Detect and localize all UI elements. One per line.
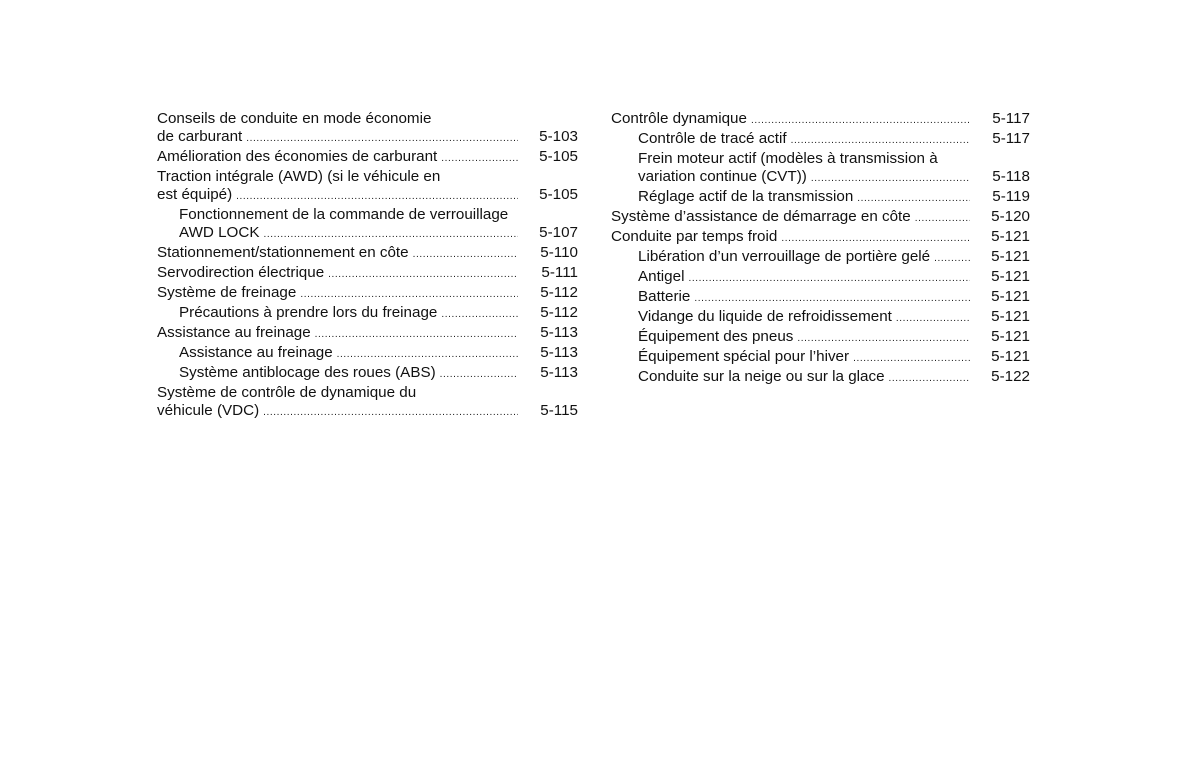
toc-page-number: 5-120 — [991, 208, 1030, 225]
leader-dots — [440, 365, 518, 385]
leader-dots — [688, 269, 970, 289]
leader-dots — [934, 249, 970, 269]
leader-dots — [791, 131, 970, 151]
leader-dots — [246, 129, 518, 149]
toc-entry[interactable] — [157, 323, 578, 343]
toc-entry[interactable] — [157, 263, 578, 283]
leader-dots — [811, 169, 970, 189]
leader-dots — [694, 289, 970, 309]
toc-subentry[interactable] — [638, 347, 1030, 367]
toc-subentry[interactable] — [638, 247, 1030, 267]
toc-entry-title: Équipement des pneus — [638, 328, 794, 345]
toc-subentry[interactable] — [179, 363, 578, 383]
toc-page-number: 5-103 — [539, 128, 578, 145]
toc-subentry[interactable] — [638, 287, 1030, 307]
toc-entry[interactable] — [157, 109, 578, 147]
leader-dots — [889, 369, 970, 389]
toc-page-number: 5-111 — [541, 264, 578, 281]
toc-entry-title: Contrôle dynamique — [611, 110, 747, 127]
toc-subentry[interactable] — [179, 205, 578, 243]
toc-entry-title: Système de freinage — [157, 284, 297, 301]
leader-dots — [441, 149, 518, 169]
toc-entry[interactable] — [611, 109, 1030, 129]
leader-dots — [263, 403, 518, 423]
toc-page-number: 5-105 — [539, 186, 578, 203]
toc-entry-title: Système d’assistance de démarrage en côte — [611, 208, 911, 225]
toc-entry-title: Frein moteur actif (modèles à transmission à — [638, 150, 938, 167]
toc-entry-title: Servodirection électrique — [157, 264, 325, 281]
leader-dots — [263, 225, 518, 245]
toc-entry-title: Équipement spécial pour l’hiver — [638, 348, 850, 365]
toc-page-number: 5-115 — [540, 402, 578, 419]
leader-dots — [236, 187, 518, 207]
toc-subentry[interactable] — [638, 367, 1030, 387]
toc-page-number: 5-107 — [539, 224, 578, 241]
toc-entry[interactable] — [611, 227, 1030, 247]
toc-subentry[interactable] — [179, 343, 578, 363]
toc-entry-title: véhicule (VDC) — [157, 402, 260, 419]
toc-subentry[interactable] — [638, 129, 1030, 149]
toc-entry[interactable] — [157, 383, 578, 421]
toc-entry-title: Réglage actif de la transmission — [638, 188, 854, 205]
leader-dots — [853, 349, 970, 369]
toc-subentry[interactable] — [638, 327, 1030, 347]
toc-page-number: 5-122 — [991, 368, 1030, 385]
toc-page-number: 5-121 — [991, 348, 1030, 365]
toc-page-number: 5-112 — [540, 284, 578, 301]
toc-page-number: 5-118 — [992, 168, 1030, 185]
toc-entry[interactable] — [157, 283, 578, 303]
toc-entry-title: Traction intégrale (AWD) (si le véhicule en — [157, 168, 441, 185]
toc-page-number: 5-121 — [991, 308, 1030, 325]
toc-page-number: 5-113 — [540, 344, 578, 361]
leader-dots — [857, 189, 970, 209]
leader-dots — [915, 209, 970, 229]
toc-subentry[interactable] — [638, 187, 1030, 207]
toc-entry[interactable] — [157, 167, 578, 205]
toc-entry-title: Système antiblocage des roues (ABS) — [179, 364, 436, 381]
toc-entry-title: AWD LOCK — [179, 224, 260, 241]
toc-entry-title: Vidange du liquide de refroidissement — [638, 308, 892, 325]
toc-entry-title: Antigel — [638, 268, 685, 285]
toc-entry-title: Assistance au freinage — [157, 324, 311, 341]
toc-subentry[interactable] — [638, 149, 1030, 187]
toc-entry-title: Conduite par temps froid — [611, 228, 778, 245]
toc-entry-title: Contrôle de tracé actif — [638, 130, 787, 147]
toc-entry-title: Fonctionnement de la commande de verrouillage — [179, 206, 509, 223]
toc-entry-title: est équipé) — [157, 186, 233, 203]
toc-page-number: 5-121 — [991, 228, 1030, 245]
leader-dots — [337, 345, 518, 365]
toc-subentry[interactable] — [638, 267, 1030, 287]
leader-dots — [413, 245, 518, 265]
toc-entry[interactable] — [157, 243, 578, 263]
toc-entry-title: Stationnement/stationnement en côte — [157, 244, 409, 261]
leader-dots — [781, 229, 970, 249]
toc-page-number: 5-105 — [539, 148, 578, 165]
toc-entry-title: Assistance au freinage — [179, 344, 333, 361]
toc-entry[interactable] — [611, 207, 1030, 227]
toc-page-number: 5-112 — [540, 304, 578, 321]
toc-page-number: 5-117 — [992, 110, 1030, 127]
toc-page-number: 5-110 — [540, 244, 578, 261]
toc-entry-title: Conseils de conduite en mode économie — [157, 110, 432, 127]
toc-entry-title: Conduite sur la neige ou sur la glace — [638, 368, 885, 385]
toc-entry-title: Système de contrôle de dynamique du — [157, 384, 417, 401]
toc-page-number: 5-121 — [991, 328, 1030, 345]
toc-subentry[interactable] — [638, 307, 1030, 327]
leader-dots — [797, 329, 970, 349]
toc-left-column — [157, 109, 578, 421]
toc-page-number: 5-119 — [992, 188, 1030, 205]
toc-subentry[interactable] — [179, 303, 578, 323]
leader-dots — [441, 305, 518, 325]
toc-entry-title: Libération d’un verrouillage de portière gelé — [638, 248, 931, 265]
leader-dots — [751, 111, 970, 131]
toc-page-number: 5-121 — [991, 248, 1030, 265]
leader-dots — [315, 325, 518, 345]
toc-page-number: 5-121 — [991, 288, 1030, 305]
toc-page-number: 5-113 — [540, 364, 578, 381]
leader-dots — [896, 309, 970, 329]
toc-entry-title: de carburant — [157, 128, 243, 145]
toc-entry-title: variation continue (CVT)) — [638, 168, 807, 185]
toc-entry-title: Batterie — [638, 288, 691, 305]
toc-page-number: 5-117 — [992, 130, 1030, 147]
toc-entry-title: Amélioration des économies de carburant — [157, 148, 438, 165]
toc-page-number: 5-121 — [991, 268, 1030, 285]
leader-dots — [300, 285, 518, 305]
toc-page-number: 5-113 — [540, 324, 578, 341]
toc-right-column — [611, 109, 1030, 387]
leader-dots — [328, 265, 518, 285]
toc-entry-title: Précautions à prendre lors du freinage — [179, 304, 438, 321]
toc-entry[interactable] — [157, 147, 578, 167]
